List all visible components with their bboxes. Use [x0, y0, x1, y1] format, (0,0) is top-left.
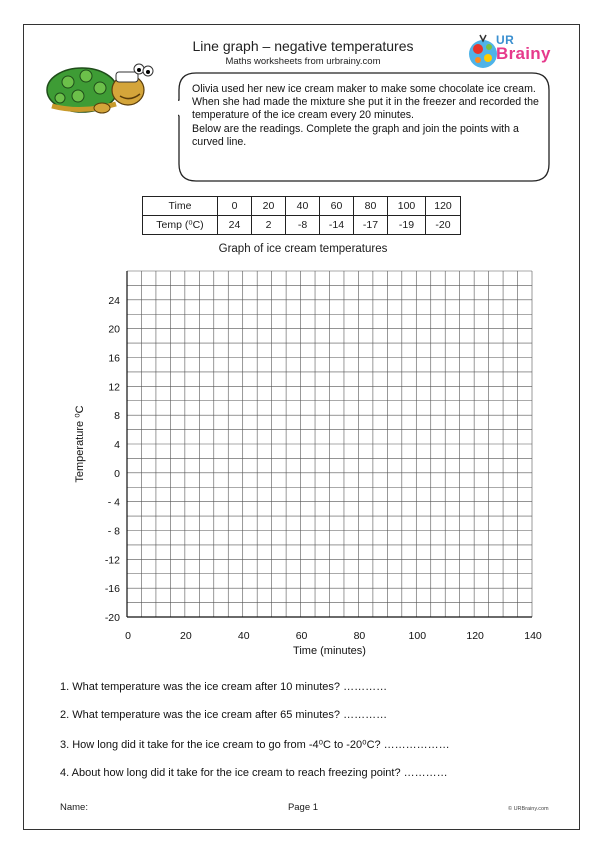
- logo-brainy-text: Brainy: [496, 44, 551, 63]
- question-2: 2. What temperature was the ice cream after 65 minutes? …………: [60, 709, 388, 721]
- x-tick-label: 140: [524, 630, 542, 642]
- temp-cell: -19: [388, 216, 426, 235]
- y-tick-label: -20: [104, 612, 120, 624]
- page-subtitle: Maths worksheets from urbrainy.com: [225, 56, 381, 67]
- time-cell: 60: [320, 197, 354, 216]
- y-tick-label: 0: [114, 467, 120, 480]
- x-tick-label: 60: [295, 630, 308, 642]
- y-tick-label: - 8: [107, 525, 120, 538]
- temp-cell: 2: [252, 216, 286, 235]
- y-tick-label: - 4: [107, 496, 120, 509]
- x-tick-label: 40: [237, 630, 250, 642]
- x-tick-label: 20: [180, 630, 192, 642]
- instructions-paragraph-2: Below are the readings. Complete the graph and join the points with a curved line.: [192, 122, 519, 148]
- time-cell: 0: [218, 197, 252, 216]
- temp-cell: -17: [354, 216, 388, 235]
- x-tick-label: 0: [125, 630, 131, 642]
- temp-label-cell: Temp (⁰C): [143, 216, 218, 235]
- x-axis-label: Time (minutes): [293, 645, 366, 657]
- y-tick-label: 8: [114, 410, 120, 423]
- question-3: 3. How long did it take for the ice cream to go from -4⁰C to -20⁰C? ………………: [60, 739, 450, 751]
- x-tick-label: 100: [408, 630, 427, 642]
- y-tick-label: -12: [104, 554, 120, 567]
- page-number: Page 1: [287, 802, 319, 813]
- y-tick-label: -16: [104, 583, 120, 596]
- name-label: Name:: [60, 802, 88, 813]
- question-4: 4. About how long did it take for the ice cream to reach freezing point? …………: [60, 767, 448, 779]
- temp-cell: -20: [426, 216, 461, 235]
- graph-title: Graph of ice cream temperatures: [218, 243, 388, 255]
- y-axis-label: Temperature ⁰C: [74, 405, 86, 483]
- x-tick-label: 120: [466, 630, 484, 642]
- time-cell: 80: [354, 197, 388, 216]
- y-tick-label: 24: [108, 294, 120, 307]
- y-tick-label: 12: [108, 381, 120, 394]
- time-cell: 40: [286, 197, 320, 216]
- question-1: 1. What temperature was the ice cream after 10 minutes? …………: [60, 681, 388, 693]
- temp-cell: -14: [320, 216, 354, 235]
- x-tick-label: 80: [353, 630, 366, 642]
- temp-cell: 24: [218, 216, 252, 235]
- time-label-cell: Time: [143, 197, 218, 216]
- page-title: Line graph – negative temperatures: [192, 38, 414, 54]
- y-tick-label: 4: [114, 439, 120, 451]
- time-cell: 120: [426, 197, 461, 216]
- y-tick-label: 16: [108, 352, 120, 365]
- copyright-text: © URBrainy.com: [508, 806, 549, 812]
- time-cell: 100: [388, 197, 426, 216]
- time-cell: 20: [252, 197, 286, 216]
- instructions-paragraph-1: Olivia used her new ice cream maker to make some chocolate ice cream. When she had made the mixture she put it in the freezer and recorded the temperature of the ice cream every 20 minutes.: [192, 83, 539, 122]
- temp-cell: -8: [286, 216, 320, 235]
- logo-ur-text: UR: [496, 33, 515, 47]
- y-tick-label: 20: [108, 323, 120, 336]
